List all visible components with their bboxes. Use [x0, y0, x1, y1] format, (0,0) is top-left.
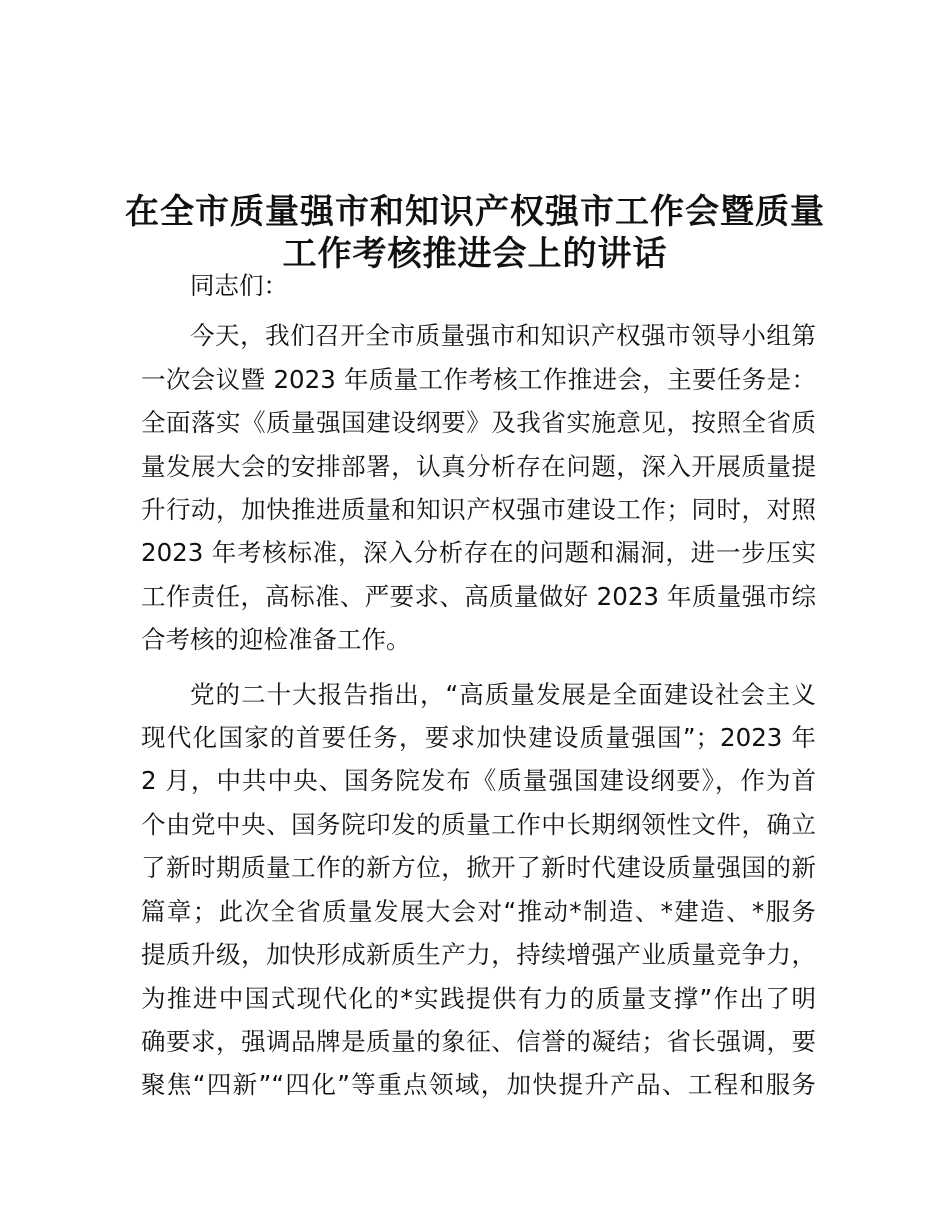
paragraph-2 — [141, 673, 816, 1107]
paragraph-line: 全面落实《质量强国建设纲要》及我省实施意见，按照全省质 — [141, 408, 816, 438]
greeting: 同志们： — [190, 271, 288, 300]
paragraph-1 — [141, 314, 816, 661]
paragraph-line: 了新时期质量工作的新方位，掀开了新时代建设质量强国的新 — [141, 853, 816, 883]
paragraph-line: 提质升级，加快形成新质生产力，持续增强产业质量竞争力， — [141, 940, 816, 970]
title-line-1: 在全市质量强市和知识产权强市工作会暨质量 — [125, 191, 825, 232]
paragraph-line: 个由党中央、国务院印发的质量工作中长期纲领性文件，确立 — [141, 809, 816, 839]
title-line-2: 工作考核推进会上的讲话 — [282, 233, 668, 274]
paragraph-line: 合考核的迎检准备工作。 — [141, 625, 411, 655]
paragraph-line: 量发展大会的安排部署，认真分析存在问题，深入开展质量提 — [141, 451, 816, 481]
paragraph-line: 现代化国家的首要任务，要求加快建设质量强国”；2023 年 — [141, 723, 816, 753]
paragraph-line: 今天，我们召开全市质量强市和知识产权强市领导小组第 — [190, 321, 816, 351]
paragraph-line: 升行动，加快推进质量和知识产权强市建设工作；同时，对照 — [141, 495, 816, 525]
paragraph-line: 确要求，强调品牌是质量的象征、信誉的凝结；省长强调，要 — [141, 1026, 816, 1056]
paragraph-line: 篇章；此次全省质量发展大会对“推动*制造、*建造、*服务 — [141, 896, 816, 926]
paragraph-line: 一次会议暨 2023 年质量工作考核工作推进会，主要任务是： — [141, 364, 816, 394]
paragraph-line: 工作责任，高标准、严要求、高质量做好 2023 年质量强市综 — [141, 581, 816, 611]
paragraph-line: 2 月，中共中央、国务院发布《质量强国建设纲要》，作为首 — [141, 766, 816, 796]
paragraph-line: 为推进中国式现代化的*实践提供有力的质量支撑”作出了明 — [141, 983, 816, 1013]
speech-title — [100, 191, 850, 275]
paragraph-line: 聚焦“四新”“四化”等重点领域，加快提升产品、工程和服务 — [141, 1070, 816, 1100]
speech-body — [141, 264, 816, 1118]
paragraph-line: 党的二十大报告指出，“高质量发展是全面建设社会主义 — [190, 679, 816, 709]
paragraph-line: 2023 年考核标准，深入分析存在的问题和漏洞，进一步压实 — [141, 538, 816, 568]
